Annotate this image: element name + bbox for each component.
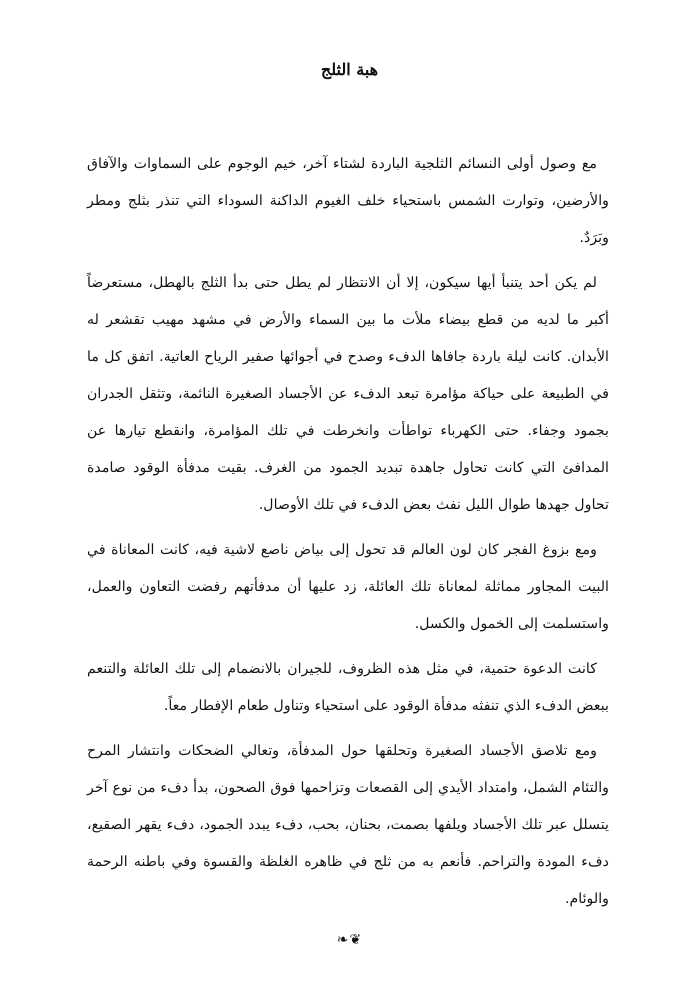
paragraph-2: لم يكن أحد يتنبأ أيها سيكون، إلا أن الانتظار لم يطل حتى بدأ الثلج بالهطل، مستعرضاً أكبر ما لديه من قطع بيضاء ملأت ما بين السماء والأرض في مشهد مهيب تقشعر له الأبدان. كانت ليلة باردة جافاها الدفء وصدح في أجوائها صفير الرياح العاتية. اتفق كل ما في الطبيعة على حياكة مؤامرة تبعد الدفء عن الأجساد الصغيرة النائمة، وتثقل الجدران بجمود وجفاء. حتى الكهرباء تواطأت وانخرطت في تلك المؤامرة، وانقطع تيارها عن المدافئ التي كانت تحاول جاهدة تبديد الجمود من الغرف. بقيت مدفأة الوقود صامدة تحاول جهدها طوال الليل نفث بعض الدفء في تلك الأوصال.	[87, 275, 609, 513]
paragraph-3: ومع بزوغ الفجر كان لون العالم قد تحول إلى بياض ناصع لاشية فيه، كانت المعاناة في البيت المجاور مماثلة لمعاناة تلك العائلة، زد عليها أن مدفأتهم رفضت التعاون والعمل، واستسلمت إلى الخمول والكسل.	[87, 542, 609, 632]
paragraph-5: ومع تلاصق الأجساد الصغيرة وتحلقها حول المدفأة، وتعالي الضحكات وانتشار المرح والتئام الشمل، وامتداد الأيدي إلى القصعات وتزاحمها فوق الصحون، بدأ دفء من نوع آخر يتسلل عبر تلك الأجساد ويلفها بصمت، بحنان، بحب، دفء يبدد الجمود، دفء يقهر الصقيع، دفء المودة والتراحم. فأنعم به من ثلج في ظاهره الغلظة والقسوة وفي باطنه الرحمة والوئام.	[87, 743, 609, 907]
document-body	[87, 146, 609, 926]
paragraph-1: مع وصول أولى النسائم الثلجية الباردة لشتاء آخر، خيم الوجوم على السماوات والآفاق والأرضين، وتوارت الشمس باستحياء خلف الغيوم الداكنة السوداء التي تنذر بثلج ومطر وبَرَدٌ.	[87, 156, 609, 246]
end-ornament-icon: ❦❧	[336, 932, 363, 948]
paragraph-4: كانت الدعوة حتمية، في مثل هذه الظروف، للجيران بالانضمام إلى تلك العائلة والتنعم ببعض الدفء الذي تنفثه مدفأة الوقود على استحياء وتناول طعام الإفطار معاً.	[87, 661, 609, 714]
document-title: هبة الثلج	[320, 60, 379, 79]
